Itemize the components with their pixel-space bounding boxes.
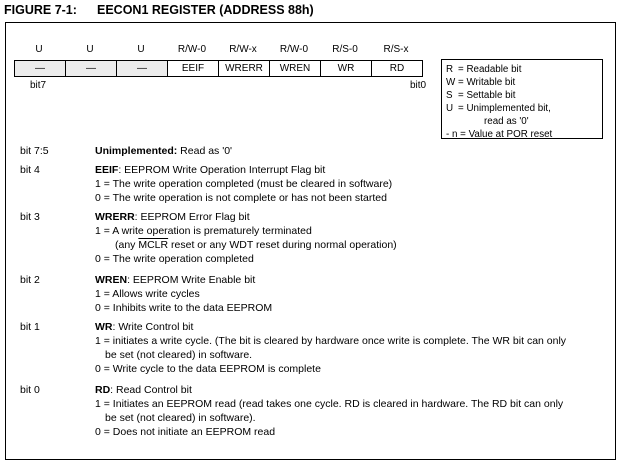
access-label-bit6: U <box>86 44 94 55</box>
legend-box <box>441 59 603 139</box>
field-name: WRERR <box>95 211 135 223</box>
figure-title <box>4 3 314 17</box>
desc-label: bit 7:5 <box>20 145 49 157</box>
access-label-bit7: U <box>35 44 43 55</box>
legend-unimplemented: U = Unimplemented bit, <box>446 103 551 114</box>
access-label-bit4: R/W-0 <box>177 44 207 55</box>
field-name: WREN <box>95 274 128 286</box>
figure-caption: EECON1 REGISTER (ADDRESS 88h) <box>97 3 314 17</box>
field-name: Unimplemented: <box>95 145 178 157</box>
legend-por-reset: - n = Value at POR reset <box>446 129 553 140</box>
desc-label: bit 2 <box>20 274 40 286</box>
field-name: WR <box>95 321 113 333</box>
desc-label: bit 4 <box>20 164 40 176</box>
access-label-bit3: R/W-x <box>229 44 257 55</box>
register-cell-wrerr: WRERR <box>219 61 270 76</box>
legend-unimplemented-cont: read as '0' <box>484 116 529 127</box>
legend-settable: S = Settable bit <box>446 90 516 101</box>
register-cell-eeif: EEIF <box>168 61 219 76</box>
desc-label: bit 1 <box>20 321 40 333</box>
register-cell-bit7: — <box>15 61 66 76</box>
desc-label: bit 3 <box>20 211 40 223</box>
register-cell-bit5: — <box>117 61 168 76</box>
legend-readable: R = Readable bit <box>446 64 522 75</box>
access-label-bit1: R/S-0 <box>332 44 358 55</box>
register-cell-bit6: — <box>66 61 117 76</box>
msb-label: bit7 <box>30 80 47 91</box>
access-label-bit0: R/S-x <box>383 44 409 55</box>
register-cell-wren: WREN <box>270 61 321 76</box>
access-label-bit2: R/W-0 <box>279 44 309 55</box>
register-cell-wr: WR <box>321 61 372 76</box>
register-cell-rd: RD <box>389 63 405 74</box>
legend-writable: W = Writable bit <box>446 77 516 88</box>
field-name: RD <box>95 384 111 396</box>
field-name: EEIF <box>95 164 119 176</box>
access-label-bit5: U <box>137 44 145 55</box>
desc-label: bit 0 <box>20 384 40 396</box>
mclr-overline: MCLR <box>138 239 169 251</box>
register-bit-row <box>14 60 423 77</box>
figure-number: FIGURE 7-1: <box>4 3 77 17</box>
lsb-label: bit0 <box>410 80 427 91</box>
